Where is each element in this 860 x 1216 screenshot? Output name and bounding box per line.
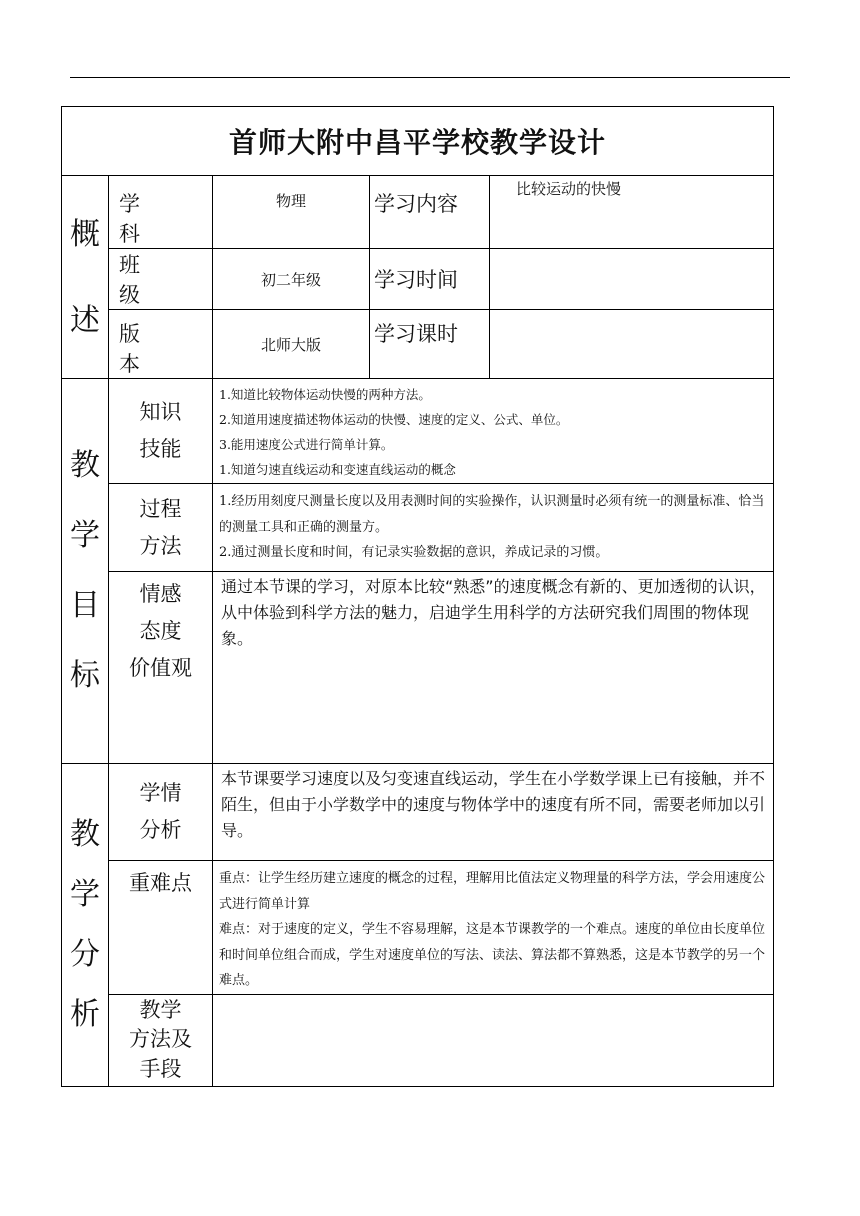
- subject-label: 学 科: [109, 176, 213, 249]
- edition-label: 版 本: [109, 310, 213, 379]
- section-objectives-char-3: 目: [70, 588, 100, 623]
- keypoints-label: 重难点: [109, 861, 213, 995]
- content-value: 比较运动的快慢: [490, 176, 774, 249]
- learner-content: 本节课要学习速度以及匀变速直线运动，学生在小学数学课上已有接触，并不陌生，但由于小学数学中的速度与物体学中的速度有所不同，需要老师加以引导。: [213, 764, 774, 861]
- section-objectives: [62, 379, 109, 764]
- section-analysis-char-1: 教: [70, 816, 100, 852]
- page-title: 首师大附中昌平学校教学设计: [62, 107, 774, 176]
- edition-value: 北师大版: [213, 310, 370, 379]
- time-label: 学习时间: [370, 249, 490, 310]
- period-label: 学习课时: [370, 310, 490, 379]
- content-label: 学习内容: [370, 176, 490, 249]
- subject-value: 物理: [213, 176, 370, 249]
- section-analysis-char-3: 分: [70, 936, 100, 972]
- methods-content: [213, 994, 774, 1086]
- period-value: [490, 310, 774, 379]
- section-objectives-char-1: 教: [70, 448, 100, 483]
- methods-label: 教学 方法及 手段: [109, 994, 213, 1086]
- section-overview: [62, 176, 109, 379]
- process-label: 过程 方法: [109, 484, 213, 572]
- header-rule: [70, 77, 790, 78]
- section-overview-char-2: 述: [70, 303, 100, 338]
- process-content: 1.经历用刻度尺测量长度以及用表测时间的实验操作，认识测量时必须有统一的测量标准、恰当的测量工具和正确的测量方。 2.通过测量长度和时间，有记录实验数据的意识，养成记录的习惯。: [213, 484, 774, 572]
- learner-label: 学情 分析: [109, 764, 213, 861]
- section-analysis-char-2: 学: [70, 876, 100, 912]
- class-label: 班 级: [109, 249, 213, 310]
- section-objectives-char-2: 学: [70, 518, 100, 553]
- class-value: 初二年级: [213, 249, 370, 310]
- section-analysis: [62, 764, 109, 1087]
- time-value: [490, 249, 774, 310]
- knowledge-label: 知识 技能: [109, 379, 213, 484]
- emotion-label: 情感 态度 价值观: [109, 572, 213, 764]
- emotion-content: 通过本节课的学习，对原本比较“熟悉”的速度概念有新的、更加透彻的认识，从中体验到科学方法的魅力，启迪学生用科学的方法研究我们周围的物体现象。: [213, 572, 774, 764]
- section-objectives-char-4: 标: [70, 658, 100, 693]
- lesson-plan-table: [61, 106, 774, 1087]
- knowledge-content: 1.知道比较物体运动快慢的两种方法。 2.知道用速度描述物体运动的快慢、速度的定义、公式、单位。 3.能用速度公式进行简单计算。 1.知道匀速直线运动和变速直线运动的概念: [213, 379, 774, 484]
- section-analysis-char-4: 析: [70, 996, 100, 1032]
- keypoints-content: 重点：让学生经历建立速度的概念的过程，理解用比值法定义物理量的科学方法，学会用速度公式进行简单计算 难点：对于速度的定义，学生不容易理解，这是本节课教学的一个难点。速度的单位由长度单位和时间单位组合而成，学生对速度单位的写法、读法、算法都不算熟悉，这是本节教学的另一个难点。: [213, 861, 774, 995]
- section-overview-char-1: 概: [70, 217, 100, 252]
